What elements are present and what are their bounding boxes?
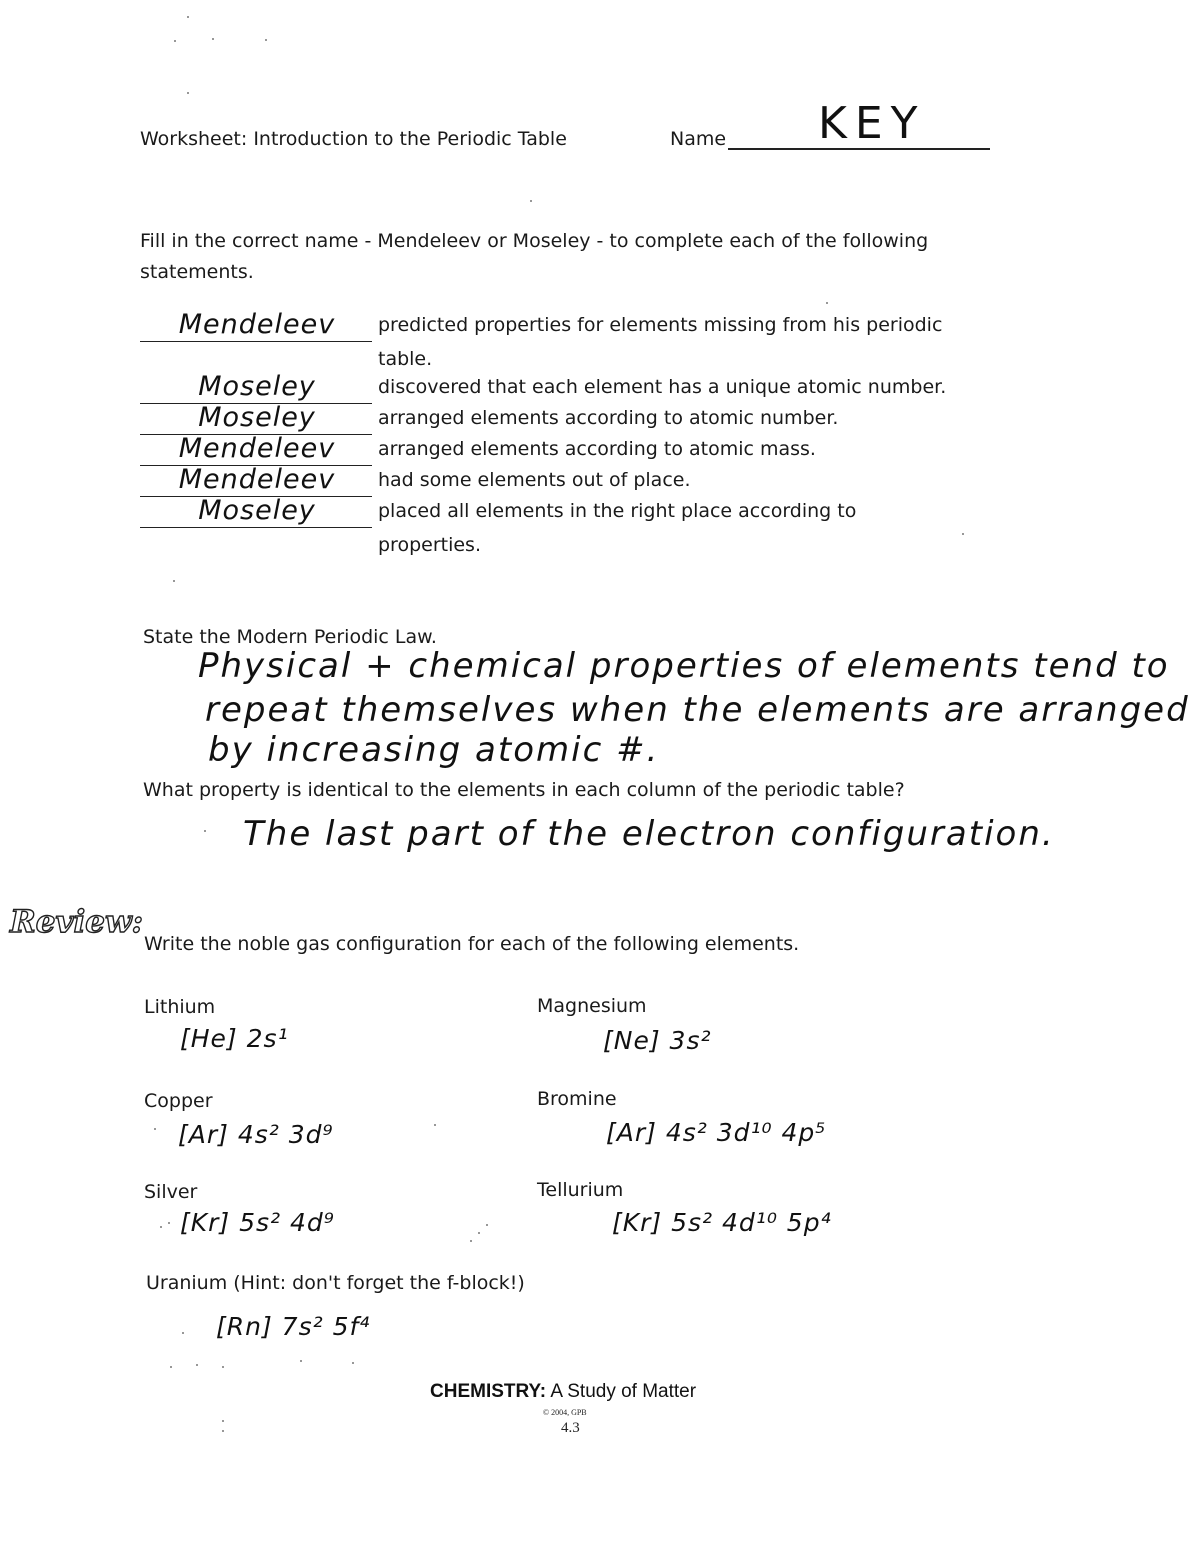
footer-title	[430, 1381, 696, 1403]
statement-row-2	[140, 371, 1020, 404]
scan-speck	[352, 1362, 354, 1364]
periodic-law-answer-line-3: by increasing atomic #.	[208, 730, 660, 770]
statement-answer-1: Mendeleev	[178, 309, 336, 340]
periodic-law-answer-line-2: repeat themselves when the elements are arranged	[205, 690, 1190, 730]
statement-text-1: predicted properties for elements missing from his periodic	[378, 314, 943, 336]
footer-page-number: 4.3	[561, 1420, 580, 1436]
scan-speck	[530, 200, 532, 202]
answer-line	[140, 341, 372, 342]
statement-row-5	[140, 464, 1020, 497]
periodic-law-prompt: State the Modern Periodic Law.	[143, 626, 437, 648]
scan-speck	[222, 1430, 224, 1432]
element-answer-silver: [Kr] 5s² 4d⁹	[180, 1208, 335, 1237]
element-name-magnesium: Magnesium	[537, 995, 647, 1017]
worksheet-title: Worksheet: Introduction to the Periodic Table	[140, 128, 567, 150]
element-answer-copper: [Ar] 4s² 3d⁹	[178, 1120, 334, 1149]
scan-speck	[182, 1332, 184, 1334]
periodic-law-answer-line-1: Physical + chemical properties of elements tend to	[198, 646, 1170, 686]
section1-instructions-text: Fill in the correct name - Mendeleev or Moseley - to complete each of the following statements.	[140, 230, 929, 283]
scan-speck	[204, 830, 206, 832]
element-name-copper: Copper	[144, 1090, 213, 1112]
scan-speck	[826, 302, 828, 304]
scan-speck	[187, 92, 189, 94]
scan-speck	[170, 1366, 172, 1368]
element-answer-bromine: [Ar] 4s² 3d¹⁰ 4p⁵	[606, 1118, 827, 1147]
scan-speck	[962, 533, 964, 535]
name-label: Name	[670, 128, 727, 150]
scan-speck	[154, 1128, 156, 1130]
statement-text-6: placed all elements in the right place according to	[378, 500, 857, 522]
element-name-uranium: Uranium (Hint: don't forget the f-block!)	[146, 1272, 525, 1294]
element-answer-lithium: [He] 2s¹	[180, 1024, 289, 1053]
statement-text-4: arranged elements according to atomic mass.	[378, 438, 816, 460]
scan-speck	[196, 1364, 198, 1366]
statement-text-5: had some elements out of place.	[378, 469, 691, 491]
element-answer-tellurium: [Kr] 5s² 4d¹⁰ 5p⁴	[612, 1208, 832, 1237]
section1-instructions	[140, 226, 1020, 288]
answer-line	[140, 527, 372, 528]
column-property-answer: The last part of the electron configuration.	[243, 814, 1055, 854]
column-property-prompt: What property is identical to the elements in each column of the periodic table?	[143, 779, 905, 801]
scan-speck	[173, 580, 175, 582]
statement-row-1	[140, 309, 1020, 342]
name-value: KEY	[818, 98, 926, 149]
footer-title-bold: CHEMISTRY:	[430, 1381, 547, 1402]
statement-text-3: arranged elements according to atomic number.	[378, 407, 839, 429]
element-name-silver: Silver	[144, 1181, 198, 1203]
footer-copyright: © 2004, GPB	[543, 1408, 587, 1417]
scan-speck	[300, 1360, 302, 1362]
element-answer-uranium: [Rn] 7s² 5f⁴	[216, 1312, 371, 1341]
statement-text-2: discovered that each element has a unique atomic number.	[378, 376, 947, 398]
scan-speck	[168, 1222, 170, 1224]
scan-speck	[187, 16, 189, 18]
statement-text-6-cont: properties.	[378, 534, 481, 556]
element-name-bromine: Bromine	[537, 1088, 617, 1110]
statement-answer-3: Moseley	[198, 402, 316, 433]
scan-speck	[265, 39, 267, 41]
statement-answer-2: Moseley	[198, 371, 316, 402]
review-instructions: Write the noble gas configuration for each of the following elements.	[144, 933, 800, 955]
statement-row-4	[140, 433, 1020, 466]
scan-speck	[478, 1232, 480, 1234]
scan-speck	[212, 38, 214, 40]
statement-answer-5: Mendeleev	[178, 464, 336, 495]
statement-text-1-cont: table.	[378, 348, 433, 370]
review-label: Review:	[10, 904, 144, 940]
element-name-lithium: Lithium	[144, 996, 216, 1018]
statement-row-6	[140, 495, 1020, 528]
scan-speck	[486, 1224, 488, 1226]
scan-speck	[160, 1226, 162, 1228]
scan-speck	[222, 1366, 224, 1368]
scan-speck	[434, 1124, 436, 1126]
footer-title-rest: A Study of Matter	[546, 1381, 697, 1402]
element-answer-magnesium: [Ne] 3s²	[603, 1026, 712, 1055]
scan-speck	[222, 1420, 224, 1422]
statement-row-3	[140, 402, 1020, 435]
statement-answer-4: Mendeleev	[178, 433, 336, 464]
element-name-tellurium: Tellurium	[537, 1179, 624, 1201]
statement-answer-6: Moseley	[198, 495, 316, 526]
scan-speck	[470, 1240, 472, 1242]
scan-speck	[174, 40, 176, 42]
